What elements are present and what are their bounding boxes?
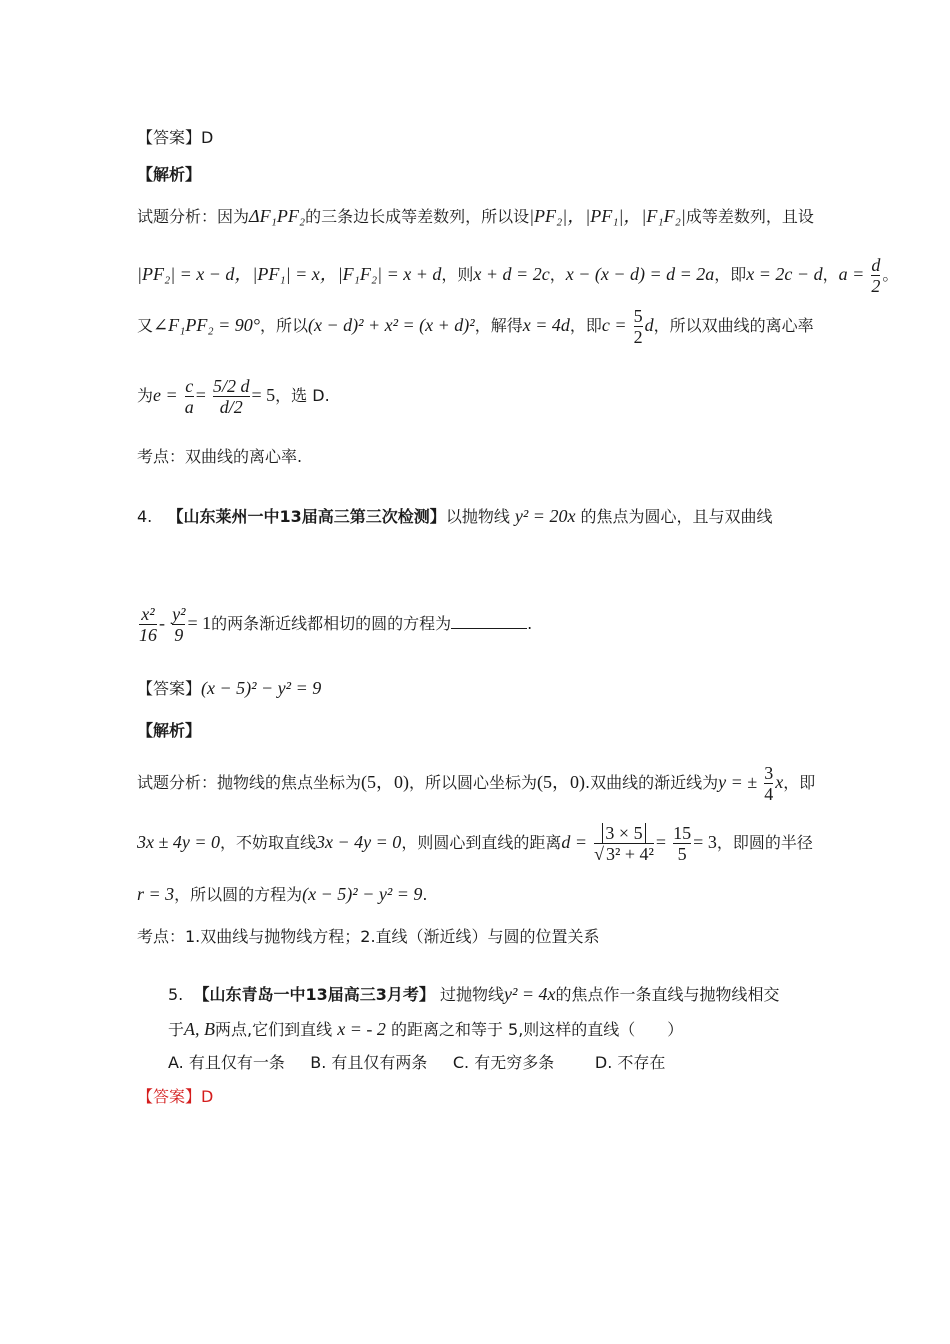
answer-label: 【答案】 [137,128,202,147]
compound-fraction: $\frac{5/2 d}{d/2}$ [213,376,250,417]
q4-analysis-line-3: r = 3，所以圆的方程为(x − 5)² − y² = 9. [137,884,428,904]
q3-analysis-label: 【解析】 [137,165,202,184]
answer-label: 【答案】 [137,679,202,698]
q3-analysis-line-4: 为e = $\frac{c}{a}$ = $\frac{5/2 d}{d/2}$ = 5，选 D. [137,376,330,417]
q4-kaodian: 考点：1.双曲线与抛物线方程；2.直线（渐近线）与圆的位置关系 [137,927,600,946]
question-source: 【山东青岛一中13届高三3月考】 [193,985,435,1004]
q3-analysis-line-2: |PF₂| = x − d，|PF₁| = x，|F₁F₂| = x + d，则x + d = 2c，x − (x − d) = d = 2a，即x = 2c − d，a = $\frac{d}{2}$ 。 [137,255,899,296]
option-b: B. 有且仅有两条 [310,1053,428,1072]
fraction: $\frac{d}{2}$ [871,255,881,296]
answer-value: D [201,128,214,147]
q3-answer-line [137,127,213,149]
fraction: $\frac{\text{y²}}{9}$ [172,604,186,645]
fraction: $\frac{c}{a}$ [184,376,194,417]
fraction: $\frac{15}{5}$ [673,823,692,864]
q4-analysis-line-1: 试题分析：抛物线的焦点坐标为(5，0)，所以圆心坐标为(5，0).双曲线的渐近线为y = ± $\frac{3}{4}$ x，即 [137,763,816,804]
q4-stem-line-2: $\frac{\text{x²}}{16}$ - $\frac{\text{y²}}{9}$ = 1的两条渐近线都相切的圆的方程为 . [139,604,533,645]
q4-analysis-line-2: 3x ± 4y = 0，不妨取直线3x − 4y = 0，则圆心到直线的距离d = $\frac{3 \times 5}{\text{√ 3² + 4²}}$ = $\frac{15}{5}$ = 3，即圆的半径 [137,823,813,864]
answer-blank [451,612,527,629]
q3-kaodian: 考点：双曲线的离心率. [137,447,303,466]
fraction: $\frac{5}{2}$ [633,306,643,347]
question-number: 4. [137,507,153,526]
distance-fraction: $\frac{3 \times 5}{\text{√ 3² + 4²}}$ [594,823,654,864]
option-d: D. 不存在 [594,1053,666,1072]
answer-label: 【答案】 [137,1087,202,1106]
q4-stem-line-1: 4. 【山东莱州一中13届高三第三次检测】以抛物线 y² = 20x 的焦点为圆心，且与双曲线 [137,506,773,526]
fraction: $\frac{3}{4}$ [764,763,774,804]
option-c: C. 有无穷多条 [452,1053,555,1072]
q3-analysis-line-3: 又∠F₁PF₂ = 90°，所以(x − d)² + x² = (x + d)²，解得x = 4d，即c = $\frac{5}{2}$ d，所以双曲线的离心率 [137,306,814,347]
answer-value: (x − 5)² − y² = 9 [201,678,322,698]
q5-stem-line-2: 于A, B两点,它们到直线 x = - 2 的距离之和等于 5,则这样的直线（ ） [168,1019,684,1039]
q5-answer-line [137,1086,213,1108]
q5-stem-line-1: 5. 【山东青岛一中13届高三3月考】 过抛物线y² = 4x的焦点作一条直线与抛物线相交 [168,984,780,1004]
q4-answer-line [137,677,321,700]
fraction: $\frac{\text{x²}}{16}$ [139,604,157,645]
q5-options [168,1052,665,1074]
q4-analysis-label: 【解析】 [137,721,202,740]
q3-analysis-line-1: 试题分析：因为ΔF₁PF₂的三条边长成等差数列，所以设|PF₂|，|PF₁|，|F₁F₂|成等差数列，且设 [137,206,814,226]
question-number: 5. [168,985,184,1004]
option-a: A. 有且仅有一条 [168,1053,285,1072]
answer-value: D [201,1087,214,1106]
question-source: 【山东莱州一中13届高三第三次检测】 [167,507,446,526]
